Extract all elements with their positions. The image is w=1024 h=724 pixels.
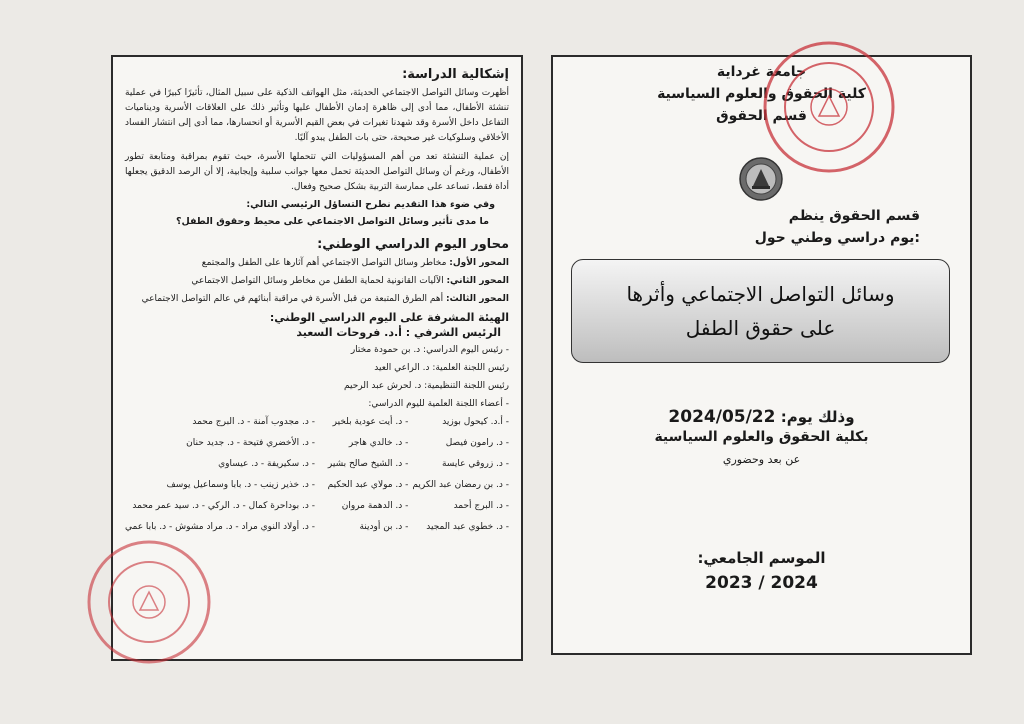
member: - د. بن أودينة xyxy=(359,522,409,532)
member: - د. مجدوب آمنة - د. البرج محمد xyxy=(192,417,315,427)
topic-line-1: وسائل التواصل الاجتماعي وأثرها xyxy=(626,282,895,306)
member: - د. رامون فيصل xyxy=(445,438,509,448)
honorary-president: الرئيس الشرفي : أ.د. فروحات السعيد xyxy=(296,326,501,339)
member: - د. البرج أحمد xyxy=(453,501,509,511)
member: - د. بوداحرة كمال - د. الركي - د. سيد عمر محمد xyxy=(132,501,315,511)
day-president: - رئيس اليوم الدراسي: د. بن حمودة مختار xyxy=(350,345,509,355)
topic-line-2: على حقوق الطفل xyxy=(685,316,836,340)
member: - د. الشيخ صالح بشير xyxy=(327,459,409,469)
event-topic xyxy=(626,277,894,345)
member: - د. خطوي عبد المجيد xyxy=(426,522,509,532)
main-question: ما مدى تأثير وسائل التواصل الاجتماعي على محيط وحقوق الطفل؟ xyxy=(175,216,489,227)
committee-title: الهيئة المشرفة على اليوم الدراسي الوطني: xyxy=(269,311,509,324)
organizer-block xyxy=(755,205,920,249)
attendance-mode: عن بعد وحضوري xyxy=(722,453,801,466)
official-stamp-icon xyxy=(760,38,898,176)
problem-paragraph-2: إن عملية التنشئة تعد من أهم المسؤوليات التي تتحملها الأسرة، حيث تقوم بمراقبة ومتابعة تطور الأطفال، ورغم أن وسائل التواصل الحديثة تحمل معها جوانب سلبية وإيجابية، إلا أن الرصد الدقيق يجعلها أداة فقط، تساعد على ممارسة التربية بشكل صحيح وفعال. xyxy=(125,152,509,192)
season-label: الموسم الجامعي: xyxy=(697,549,826,567)
member: - د. سكيريفة - د. عيساوي xyxy=(218,459,315,469)
season-block xyxy=(553,549,970,593)
date-label: وذلك يوم: xyxy=(780,408,855,426)
university-name: جامعة غرداية xyxy=(716,64,807,80)
member: - د. خذير زينب - د. بابا وسماعيل يوسف xyxy=(166,480,315,490)
member: - د. زروقي عايسة xyxy=(441,459,509,469)
problem-title: إشكالية الدراسة: xyxy=(402,67,509,82)
event-type: يوم دراسي وطني حول: xyxy=(754,230,920,246)
organizer-line: قسم الحقوق ينظم xyxy=(788,208,920,224)
member: - أ.د. كيحول بوزيد xyxy=(442,417,509,427)
organizing-chair: رئيس اللجنة التنظيمية: د. لحرش عبد الرحيم xyxy=(344,381,509,391)
scientific-chair: رئيس اللجنة العلمية: د. الراعي العيد xyxy=(374,363,509,373)
season-value: 2023 / 2024 xyxy=(705,573,818,593)
axes-title: محاور اليوم الدراسي الوطني: xyxy=(317,237,509,252)
member: - د. الأخضري فتيحة - د. جديد حنان xyxy=(186,438,315,448)
faculty-name: كلية الحقوق والعلوم السياسية xyxy=(657,86,866,102)
date-value: 2024/05/22 xyxy=(668,407,776,427)
problem-paragraph-1: أظهرت وسائل التواصل الاجتماعي الحديثة، مثل الهواتف الذكية على سبيل المثال، تأثيرًا كبيرًا في عملية تنشئة الأطفال، مما أدى إلى ظاهرة إدمان الأطفال عليها وتأثير ذلك على العلاقات الأسرية وديناميات التفاعل داخل الأسرة وقد شهدنا تغيرات في بعض القيم الأسرية أو انحسارها، مما أدى إلى انتشار الفساد الأخلاقي وسلوكيات غير صحيحة، حتى بات الطفل يبدو آليًا. xyxy=(125,88,509,143)
venue: بكلية الحقوق والعلوم السياسية xyxy=(654,429,869,445)
member: - د. أيت عودية بلخير xyxy=(332,417,409,427)
axis-2: المحور الثاني: الآليات القانونية لحماية الطفل من مخاطر وسائل التواصل الاجتماعي xyxy=(191,276,509,286)
question-intro: وفي ضوء هذا التقديم نطرح التساؤل الرئيسي التالي: xyxy=(246,199,495,210)
member: - د. بن رمضان عبد الكريم xyxy=(412,480,509,490)
axis-1: المحور الأول: مخاطر وسائل التواصل الاجتماعي أهم آثارها على الطفل والمجتمع xyxy=(201,258,509,268)
department-name: قسم الحقوق xyxy=(716,108,807,124)
members-list xyxy=(125,417,509,532)
member: - د. الدهمة مروان xyxy=(341,501,409,511)
topic-box xyxy=(571,259,950,363)
member: - د. خالدي هاجر xyxy=(348,438,409,448)
members-title: - أعضاء اللجنة العلمية لليوم الدراسي: xyxy=(368,399,509,409)
official-stamp-icon xyxy=(84,537,214,667)
member: - د. أولاد النوي مراد - د. مراد مشوش - د. بابا عمي xyxy=(125,522,315,532)
member: - د. مولاي عبد الحكيم xyxy=(327,480,409,490)
date-block xyxy=(553,407,970,466)
axis-3: المحور الثالث: أهم الطرق المتبعة من قبل الأسرة في مراقبة أبنائهم في عالم التواصل الاجتماعي xyxy=(141,294,509,304)
event-date xyxy=(553,407,970,427)
